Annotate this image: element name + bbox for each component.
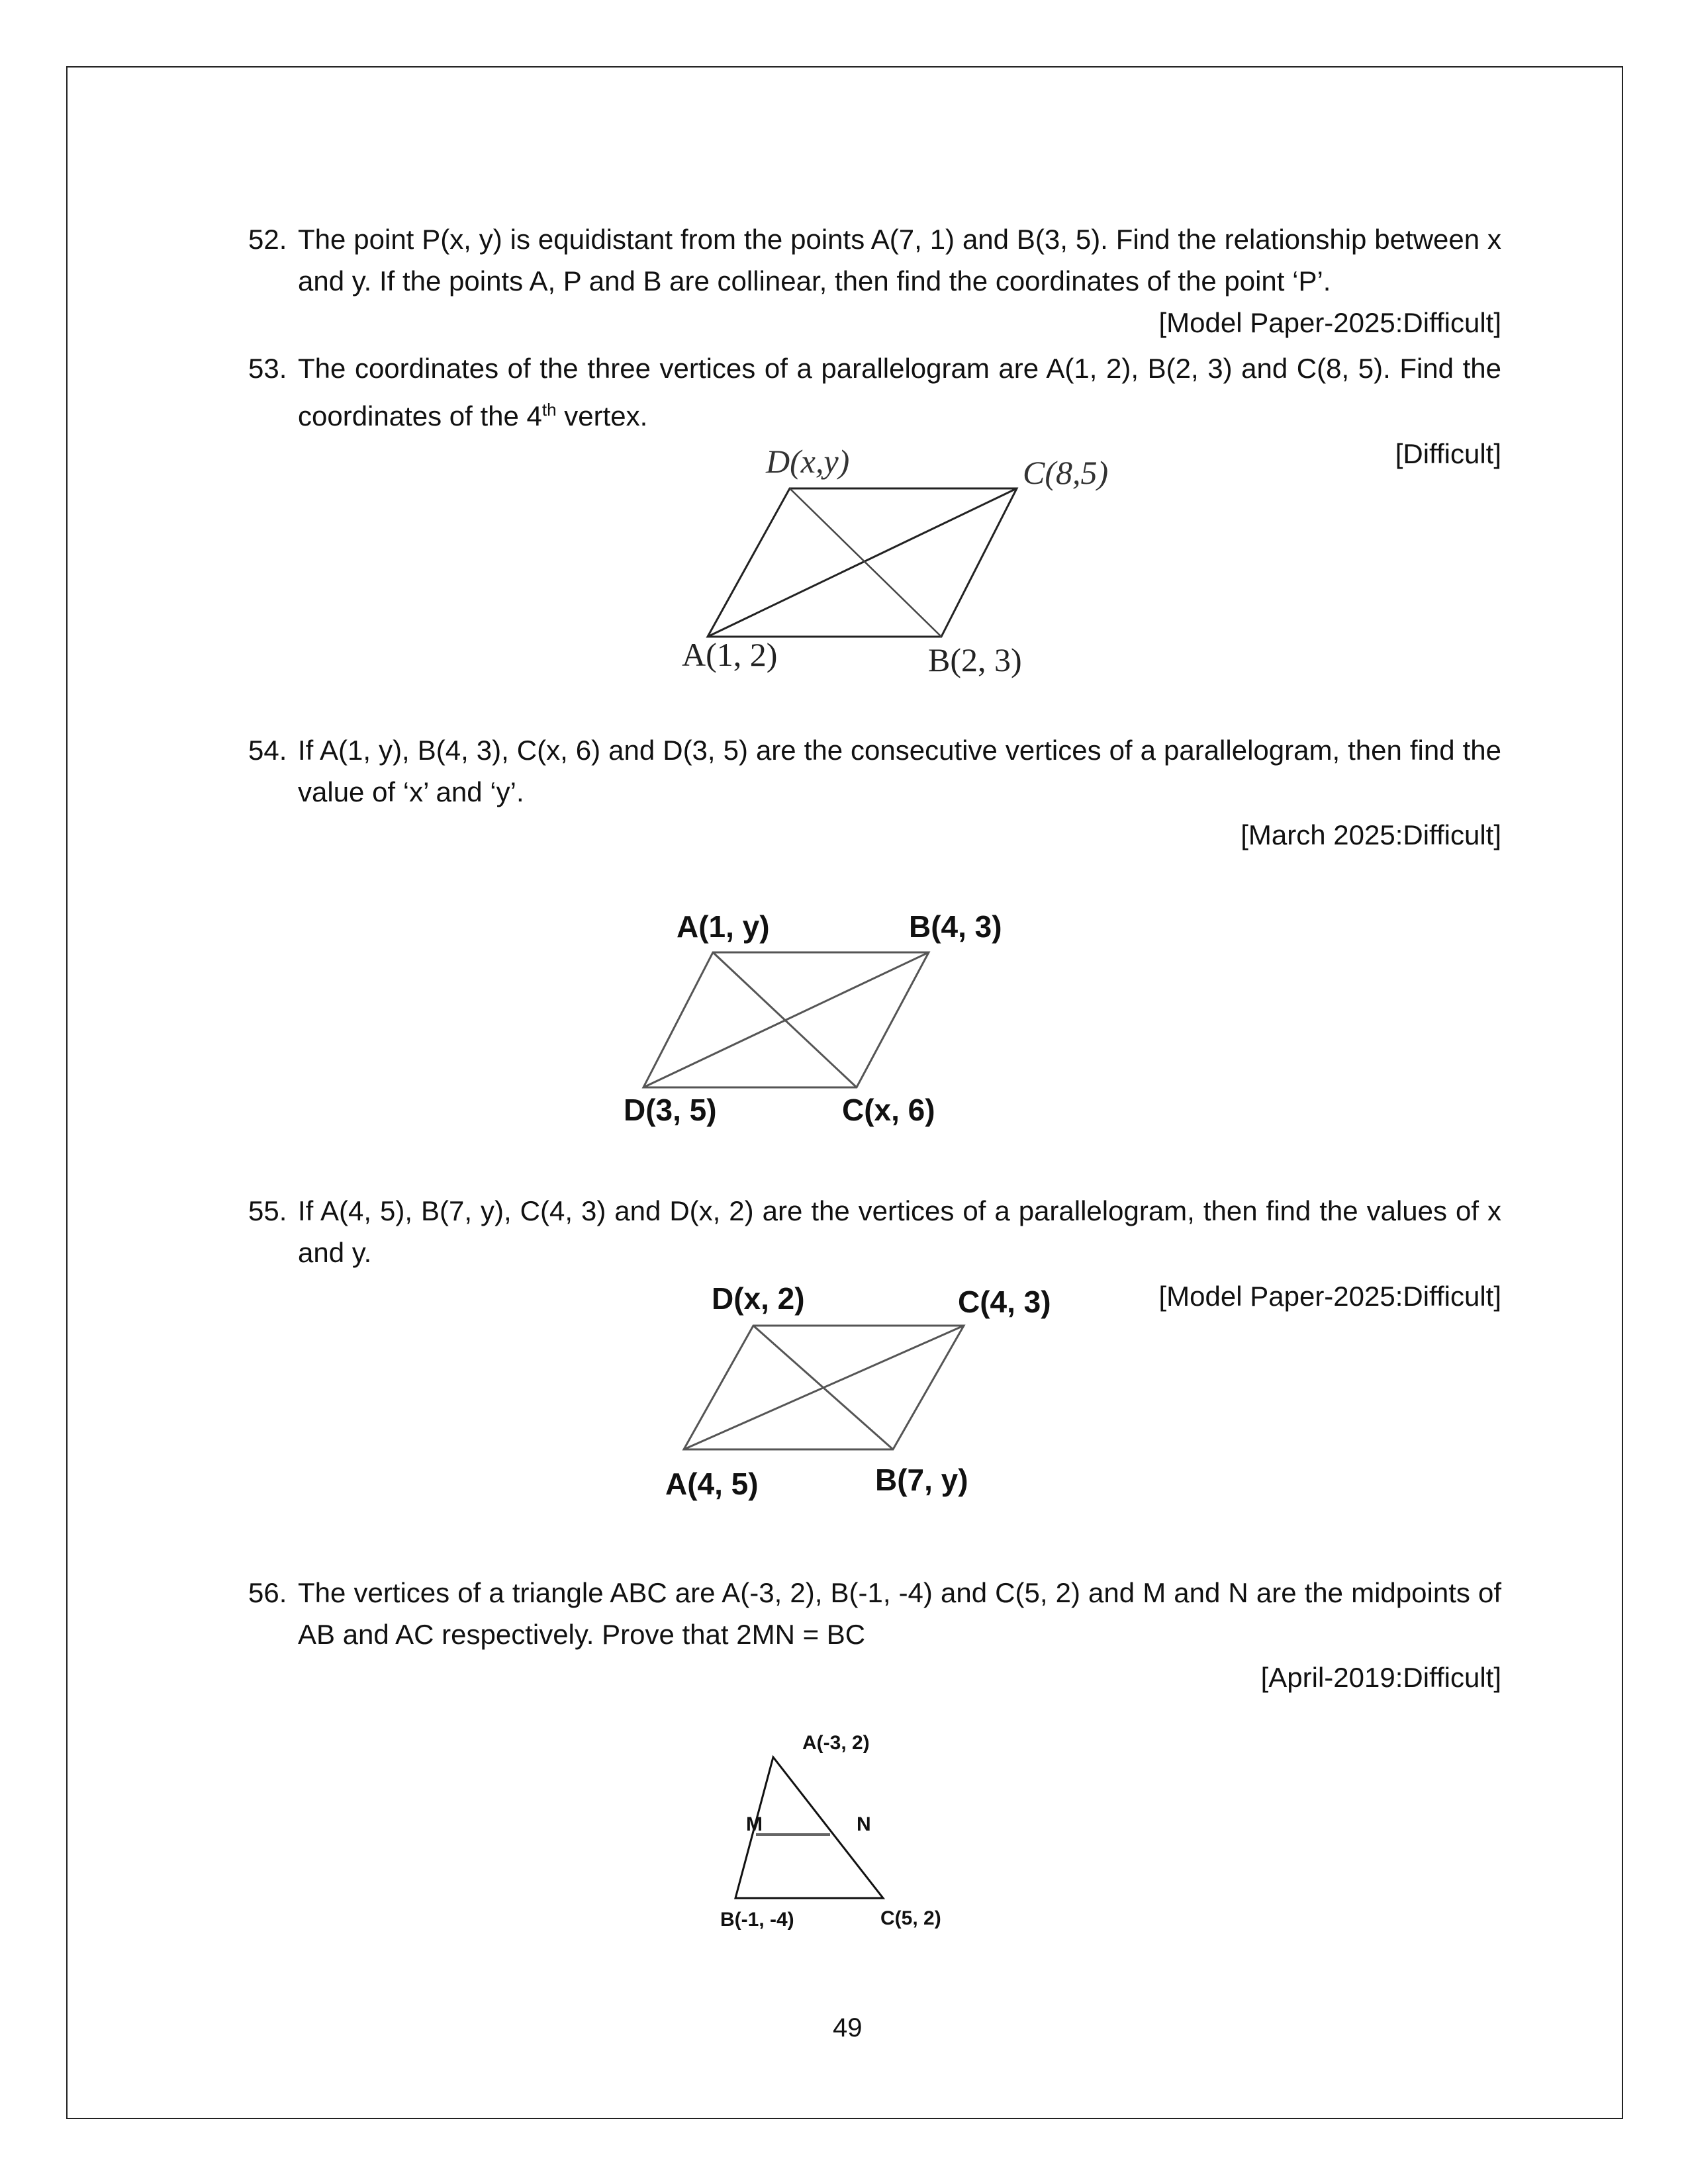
parallelogram-figure-53 (708, 488, 1017, 637)
vertex-label-c: C(8,5) (1023, 454, 1109, 491)
question-number: 56. (248, 1577, 287, 1608)
question-tag: [Model Paper-2025:Difficult] (1158, 307, 1501, 338)
question-text: If A(4, 5), B(7, y), C(4, 3) and D(x, 2) are the vertices of a parallelogram, then find the values of x and y. (298, 1195, 1501, 1268)
question-text: The point P(x, y) is equidistant from the points A(7, 1) and B(3, 5). Find the relationship between x and y. If the points A, P and B are collinear, then find the coordinates of the point ‘P’. (298, 224, 1501, 296)
question-number: 53. (248, 353, 287, 384)
superscript: th (541, 400, 557, 420)
vertex-label-d: D(x, 2) (712, 1281, 805, 1316)
vertex-label-a: A(4, 5) (665, 1467, 759, 1501)
vertex-label-c: C(4, 3) (958, 1285, 1051, 1319)
vertex-label-b: B(7, y) (875, 1463, 968, 1497)
vertex-label-c: C(5, 2) (880, 1907, 941, 1929)
question-tag: [Model Paper-2025:Difficult] (1158, 1281, 1501, 1312)
vertex-label-b: B(-1, -4) (720, 1909, 794, 1931)
midpoint-label-m: M (746, 1813, 763, 1835)
vertex-label-a: A(-3, 2) (802, 1732, 870, 1754)
question-tag: [March 2025:Difficult] (1241, 819, 1501, 850)
question-number: 54. (248, 735, 287, 766)
parallelogram-figure-55 (684, 1326, 964, 1449)
parallelogram-figure-54 (643, 952, 929, 1087)
question-text: The vertices of a triangle ABC are A(-3, 2), B(-1, -4) and C(5, 2) and M and N are the midpoints of AB and AC respectively. Prove that 2MN = BC (298, 1577, 1501, 1650)
question-number: 52. (248, 224, 287, 255)
vertex-label-b: B(4, 3) (909, 909, 1002, 944)
question-tag: [Difficult] (1395, 438, 1501, 469)
question-tag: [April-2019:Difficult] (1260, 1662, 1501, 1693)
question-text: If A(1, y), B(4, 3), C(x, 6) and D(3, 5) are the consecutive vertices of a parallelogram, then find the value of ‘x’ and ‘y’. (298, 735, 1501, 807)
midpoint-label-n: N (857, 1813, 871, 1835)
question-number: 55. (248, 1195, 287, 1226)
diagonal (790, 488, 941, 637)
vertex-label-a: A(1, y) (677, 909, 770, 944)
diagonal (753, 1326, 893, 1449)
vertex-label-b: B(2, 3) (928, 641, 1022, 678)
vertex-label-a: A(1, 2) (682, 636, 778, 673)
text-part: The coordinates of the three vertices of a parallelogram are A(1, 2), B(2, 3) and C(8, 5). Find the coordinates of the 4 (298, 353, 1501, 432)
text-part: vertex. (556, 400, 648, 432)
diagonal (713, 952, 857, 1087)
vertex-label-d: D(x,y) (766, 443, 850, 480)
vertex-label-c: C(x, 6) (842, 1093, 935, 1127)
vertex-label-d: D(3, 5) (624, 1093, 717, 1127)
page-number: 49 (833, 2013, 863, 2042)
diagonal (708, 488, 1017, 637)
